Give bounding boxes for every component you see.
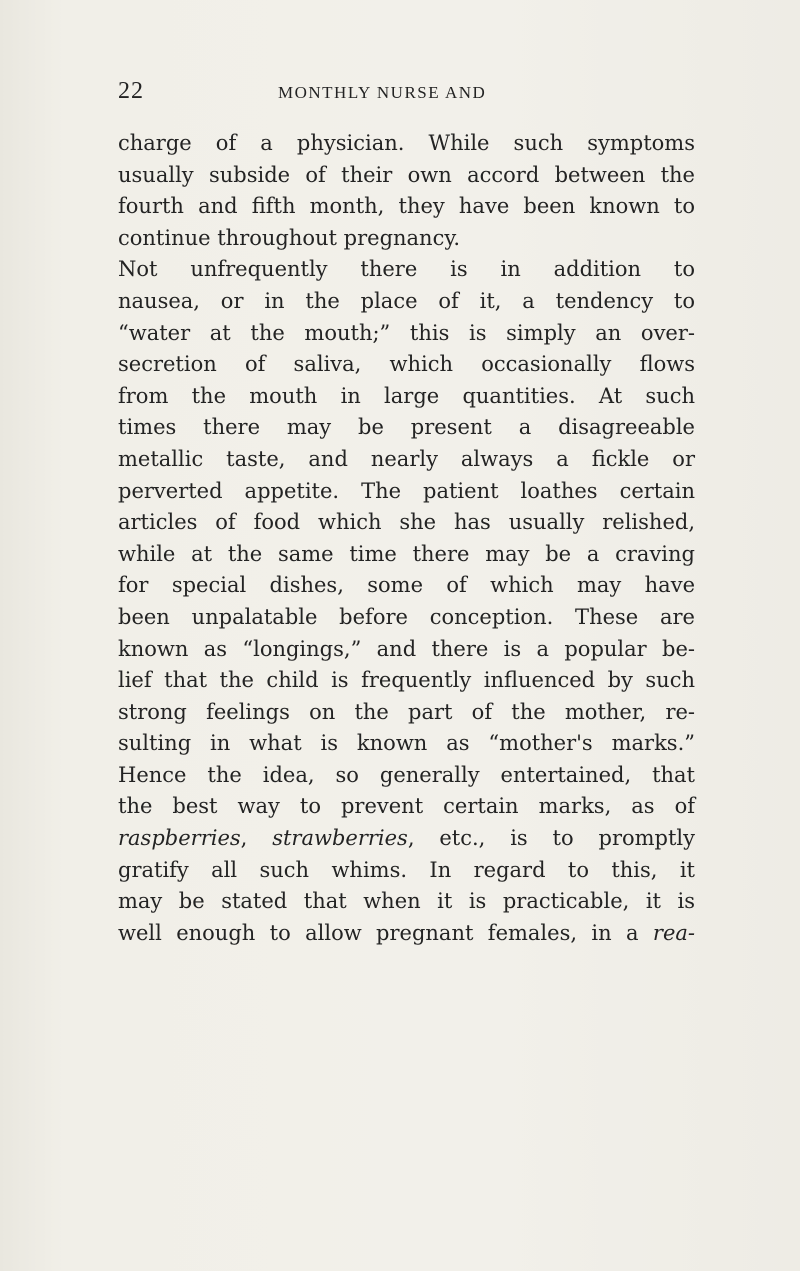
text-line: usually subside of their own accord between the [118,162,695,187]
page-header [118,78,693,108]
text-fragment: well enough to allow pregnant females, in a [118,920,653,945]
text-line-with-italics [118,918,695,950]
text-line: times there may be present a disagreeable [118,415,695,440]
italic-word: raspberries [118,826,241,851]
text-line: gratify all such whims. In regard to this, it [118,857,695,882]
text-line: continue throughout pregnancy. [118,225,461,250]
text-line: from the mouth in large quantities. At such [118,383,695,408]
text-line: articles of food which she has usually relished, [118,510,695,535]
text-line: metallic taste, and nearly always a fickle or [118,446,695,471]
running-head: MONTHLY NURSE AND [278,83,487,102]
text-line: charge of a physician. While such symptoms [118,131,695,155]
text-line: “water at the mouth;” this is simply an over- [118,320,695,345]
text-line: perverted appetite. The patient loathes certain [118,478,695,503]
text-line: while at the same time there may be a craving [118,541,695,566]
body-text [118,128,695,949]
text-line: strong feelings on the part of the mother, re- [118,699,695,724]
text-line: Hence the idea, so generally entertained, that [118,762,695,787]
text-line: known as “longings,” and there is a popular be- [118,636,695,661]
text-line: for special dishes, some of which may have [118,573,695,598]
text-line: sulting in what is known as “mother's marks.” [118,731,695,756]
italic-word: strawberries [272,826,408,851]
text-fragment: , etc., is to promptly [407,826,695,851]
text-line: nausea, or in the place of it, a tendency to [118,288,695,313]
text-line: fourth and fifth month, they have been known to [118,194,695,219]
text-line: been unpalatable before conception. These are [118,604,695,629]
text-line: Not unfrequently there is in addition to [118,257,695,282]
page-number: 22 [118,78,144,104]
text-line-with-italics [118,823,695,855]
text-line: the best way to prevent certain marks, as of [118,794,695,819]
italic-word: rea- [652,920,695,945]
text-line: may be stated that when it is practicable, it is [118,889,695,914]
separator: , [240,826,273,851]
text-line: lief that the child is frequently influenced by such [118,668,695,693]
text-line: secretion of saliva, which occasionally flows [118,352,695,377]
